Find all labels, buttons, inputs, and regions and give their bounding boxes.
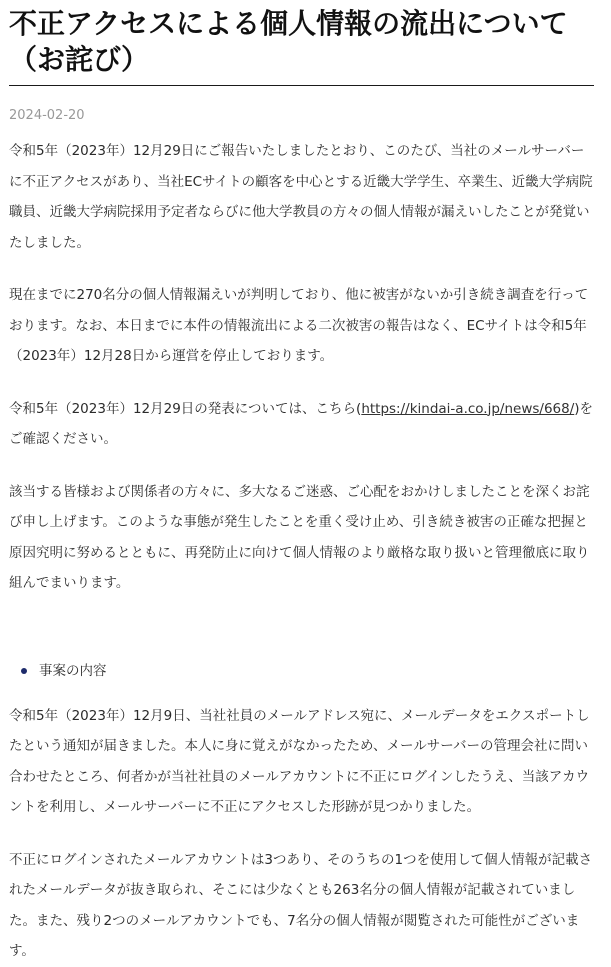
announcement-text-before: 令和5年（2023年）12月29日の発表については、こちら(	[9, 400, 362, 417]
bullet-icon	[21, 668, 27, 674]
section-heading	[21, 661, 602, 681]
paragraph-affected-accounts: 不正にログインされたメールアカウントは3つあり、そのうちの1つを使用して個人情報が記載されたメールデータが抜き取られ、そこには少なくとも263名分の個人情報が記載されていました。また、残り2つのメールアカウントでも、7名分の個人情報が閲覧された可能性がございます。	[9, 851, 593, 959]
paragraph-incident-details: 令和5年（2023年）12月9日、当社社員のメールアドレス宛に、メールデータをエクスポートしたという通知が届きました。本人に身に覚えがなかったため、メールサーバーの管理会社に問い合わせたところ、何者かが当社社員のメールアカウントに不正にログインしたうえ、当該アカウントを利用し、メールサーバーに不正にアクセスした形跡が見つかりました。	[9, 707, 590, 815]
previous-announcement-link[interactable]: https://kindai-a.co.jp/news/668/	[361, 400, 575, 417]
title-divider	[9, 85, 594, 86]
paragraph-previous-announcement	[9, 394, 602, 455]
publish-date: 2024-02-20	[9, 108, 85, 123]
section-heading-label: 事案の内容	[39, 662, 107, 679]
page-title: 不正アクセスによる個人情報の流出について（お詫び）	[9, 7, 568, 76]
paragraph-damage-status: 現在までに270名分の個人情報漏えいが判明しており、他に被害がないか引き続き調査を行っております。なお、本日までに本件の情報流出による二次被害の報告はなく、ECサイトは令和5年（2023年）12月28日から運営を停止しております。	[9, 287, 589, 364]
paragraph-report-summary: 令和5年（2023年）12月29日にご報告いたしましたとおり、このたび、当社のメールサーバーに不正アクセスがあり、当社ECサイトの顧客を中心とする近畿大学学生、卒業生、近畿大学病院職員、近畿大学病院採用予定者ならびに他大学教員の方々の個人情報が漏えいしたことが発覚いたしました。	[9, 143, 593, 251]
announcement-text-after: )をご確認ください。	[9, 400, 594, 447]
paragraph-apology: 該当する皆様および関係者の方々に、多大なるご迷惑、ご心配をおかけしましたことを深くお詫び申し上げます。このような事態が発生したことを重く受け止め、引き続き被害の正確な把握と原因究明に努めるとともに、再発防止に向けて個人情報のより厳格な取り扱いと管理徹底に取り組んでまいります。	[9, 483, 590, 591]
